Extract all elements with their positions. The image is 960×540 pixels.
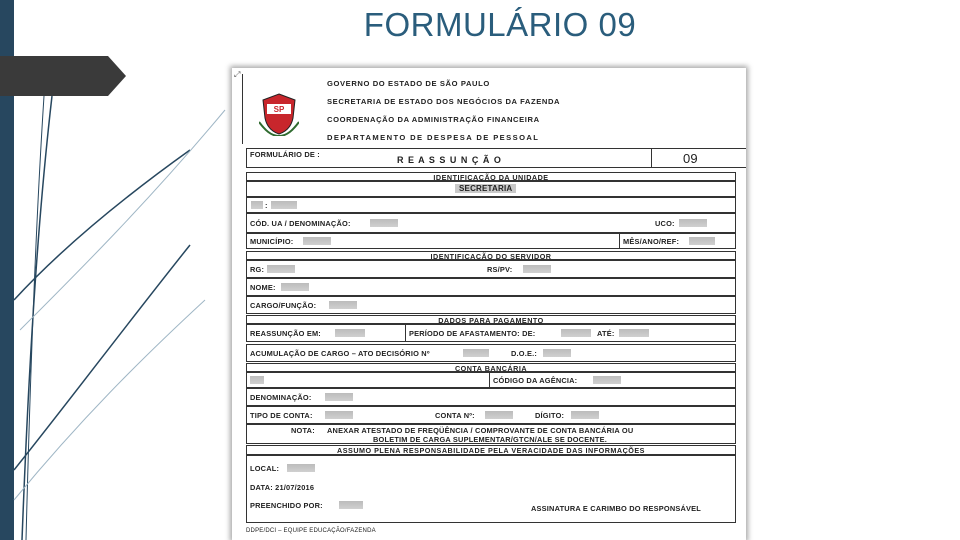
svg-text:SP: SP (273, 105, 285, 114)
assinatura-label: ASSINATURA E CARIMBO DO RESPONSÁVEL (531, 504, 702, 513)
preenchido-label: PREENCHIDO POR: (250, 501, 323, 510)
rg-label: RG: (250, 265, 265, 274)
rs-pv-label: RS/PV: (487, 265, 513, 274)
nota-row (246, 424, 736, 444)
mes-ano-label: MÊS/ANO/REF: (623, 237, 680, 246)
agencia-row (246, 372, 736, 388)
sec-code-row: : (246, 197, 736, 213)
cargo-label: CARGO/FUNÇÃO: (250, 301, 317, 310)
secretaria-label: SECRETARIA (455, 184, 516, 193)
ua-label: CÓD. UA / DENOMINAÇÃO: (250, 219, 351, 228)
form-document (232, 68, 746, 540)
section-dados (246, 315, 736, 324)
header-line: COORDENAÇÃO DA ADMINISTRAÇÃO FINANCEIRA (327, 115, 540, 124)
tipo-conta-label: TIPO DE CONTA: (250, 411, 313, 420)
form-header (242, 74, 738, 144)
ua-row (246, 213, 736, 233)
section-conta-title: CONTA BANCÁRIA (454, 364, 528, 373)
header-line: DEPARTAMENTO DE DESPESA DE PESSOAL (327, 133, 540, 142)
nome-label: NOME: (250, 283, 276, 292)
municipio-label: MUNICÍPIO: (250, 237, 294, 246)
form-type-row (246, 148, 746, 168)
form-type-label: FORMULÁRIO DE : (250, 150, 320, 159)
conta-n-label: CONTA Nº: (435, 411, 475, 420)
title-tab-shape (0, 56, 126, 96)
doe-label: D.O.E.: (511, 349, 538, 358)
ate-label: ATÉ: (597, 329, 615, 338)
data-label: DATA: 21/07/2016 (250, 483, 315, 492)
reassuncao-row (246, 324, 736, 342)
acumulacao-label: ACUMULAÇÃO DE CARGO – ATO DECISÓRIO Nº (250, 349, 430, 358)
nota-line-1: ANEXAR ATESTADO DE FREQÜÊNCIA / COMPROVANTE DE CONTA BANCÁRIA OU (327, 426, 634, 435)
agencia-label: CÓDIGO DA AGÊNCIA: (493, 376, 578, 385)
responsabilidade-row (246, 445, 736, 455)
cargo-row (246, 296, 736, 314)
section-servidor (246, 251, 736, 260)
reassuncao-label: REASSUNÇÃO EM: (250, 329, 321, 338)
form-number: 09 (683, 151, 698, 166)
local-label: LOCAL: (250, 464, 280, 473)
denominacao-label: DENOMINAÇÃO: (250, 393, 312, 402)
secretaria-row (246, 181, 736, 197)
form-type-value: R E A S S U N Ç Ã O (397, 155, 502, 165)
slide-title: FORMULÁRIO 09 (363, 6, 637, 43)
header-line: GOVERNO DO ESTADO DE SÃO PAULO (327, 79, 490, 88)
section-conta (246, 363, 736, 372)
section-servidor-title: IDENTIFICAÇÃO DO SERVIDOR (430, 252, 552, 261)
tipo-conta-row (246, 406, 736, 424)
state-coat-of-arms-icon (259, 92, 299, 136)
digito-label: DÍGITO: (535, 411, 565, 420)
denominacao-row (246, 388, 736, 406)
signature-block (246, 455, 736, 523)
periodo-label: PERÍODO DE AFASTAMENTO: DE: (409, 329, 536, 338)
section-unidade-title: IDENTIFICAÇÃO DA UNIDADE (433, 173, 549, 182)
rg-row (246, 260, 736, 278)
section-dados-title: DADOS PARA PAGAMENTO (438, 316, 544, 325)
uco-label: UCO: (655, 219, 675, 228)
nome-row (246, 278, 736, 296)
section-unidade (246, 172, 736, 181)
responsabilidade-text: ASSUMO PLENA RESPONSABILIDADE PELA VERACIDADE DAS INFORMAÇÕES (337, 446, 645, 455)
nota-label: NOTA: (291, 426, 315, 435)
municipio-row (246, 233, 736, 249)
acumulacao-row (246, 344, 736, 362)
form-footer: DDPE/DCI – EQUIPE EDUCAÇÃO/FAZENDA (246, 528, 376, 534)
resize-corner-icon: ⤢ (234, 70, 241, 79)
nota-line-2: BOLETIM DE CARGA SUPLEMENTAR/GTCN/ALE SE DOCENTE. (373, 435, 607, 444)
decorative-lines (0, 0, 240, 540)
header-line: SECRETARIA DE ESTADO DOS NEGÓCIOS DA FAZENDA (327, 97, 561, 106)
